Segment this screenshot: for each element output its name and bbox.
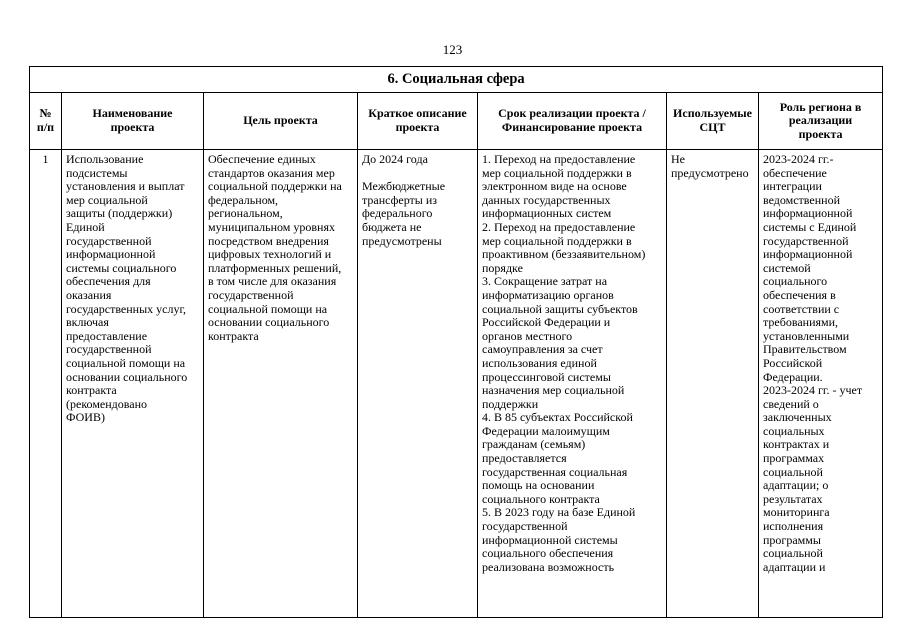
header-name: Наименование проекта (62, 93, 204, 150)
cell-name: Использование подсистемы установления и выплат мер социальной защиты (поддержки) Единой государственной информационной системы социального обеспечения для оказания государственных услуг, включая предоставление государственной социальной помощи на основании социального контракта (рекомендовано ФОИВ) (62, 150, 204, 618)
page-number: 123 (442, 42, 463, 57)
header-num: № п/п (30, 93, 62, 150)
section-title-row (30, 67, 883, 93)
cell-technologies: Не предусмотрено (667, 150, 759, 618)
table-row (30, 150, 883, 618)
cell-num: 1 (30, 150, 62, 618)
section-title: 6. Социальная сфера (30, 67, 883, 93)
cell-goal: Обеспечение единых стандартов оказания мер социальной поддержки на федеральном, региональном, муниципальном уровнях посредством внедрения цифровых технологий и платформенных решений, в том числе для оказания государственной социальной помощи на основании социального контракта (204, 150, 358, 618)
cell-description: До 2024 года Межбюджетные трансферты из федерального бюджета не предусмотрены (358, 150, 478, 618)
header-technologies: Используемые СЦТ (667, 93, 759, 150)
projects-table (29, 66, 883, 618)
cell-timeline: 1. Переход на предоставление мер социальной поддержки в электронном виде на основе данных государственных информационных систем 2. Переход на предоставление мер социальной поддержки в проактивном (беззаявительном) порядке 3. Сокращение затрат на информатизацию органов социальной защиты субъектов Российской Федерации и органов местного самоуправления за счет использования единой процессинговой системы назначения мер социальной поддержки 4. В 85 субъектах Российской Федерации малоимущим гражданам (семьям) предоставляется государственная социальная помощь на основании социального контракта 5. В 2023 году на базе Единой государственной информационной системы социального обеспечения реализована возможность (478, 150, 667, 618)
header-description: Краткое описание проекта (358, 93, 478, 150)
header-row (30, 93, 883, 150)
header-timeline: Срок реализации проекта / Финансирование проекта (478, 93, 667, 150)
header-goal: Цель проекта (204, 93, 358, 150)
cell-role: 2023-2024 гг.- обеспечение интеграции ведомственной информационной системы с Единой государственной информационной системой социального обеспечения в соответствии с требованиями, установленными Правительством Российской Федерации. 2023-2024 гг. - учет сведений о заключенных социальных контрактах и программах социальной адаптации; о результатах мониторинга исполнения программы социальной адаптации и (759, 150, 883, 618)
header-role: Роль региона в реализации проекта (759, 93, 883, 150)
